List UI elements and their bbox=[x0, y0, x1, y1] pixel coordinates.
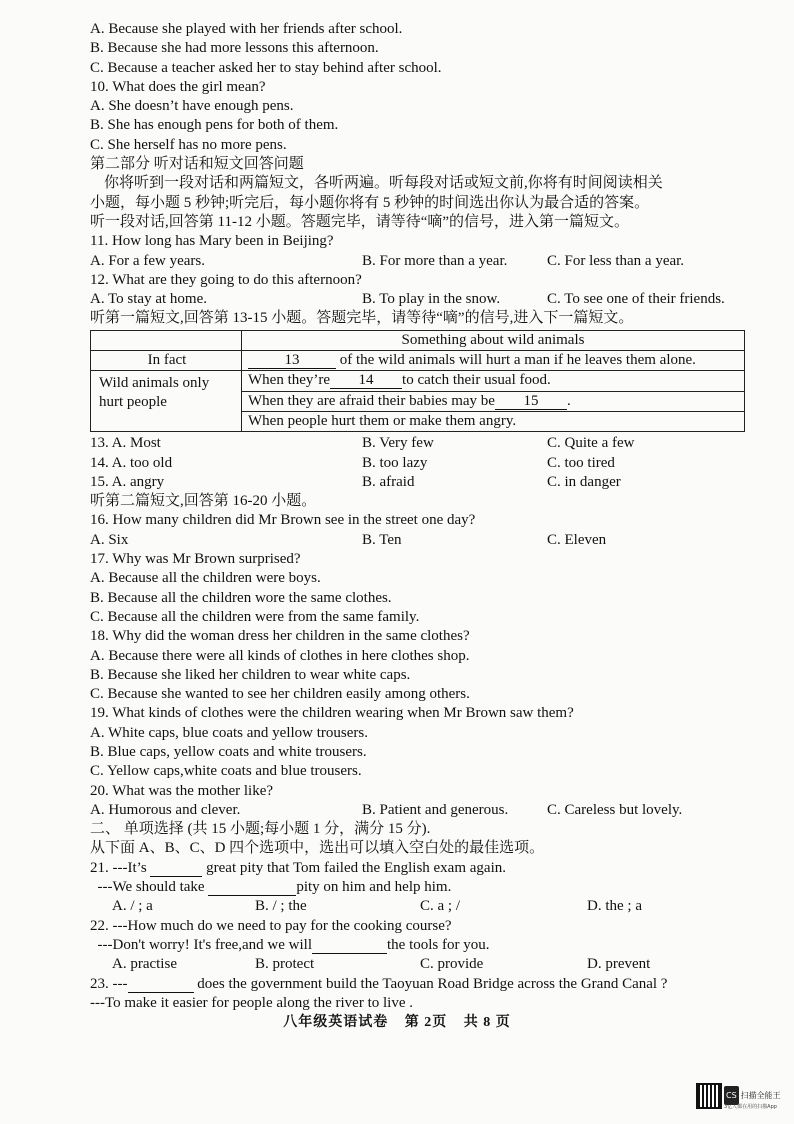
text-line: 从下面 A、B、C、D 四个选项中，选出可以填入空白处的最佳选项。 bbox=[90, 840, 545, 857]
text-line: A. Because there were all kinds of clothes in here clothes shop. bbox=[90, 647, 470, 664]
text-line: 19. What kinds of clothes were the children wearing when Mr Brown saw them? bbox=[90, 705, 574, 722]
option-a: A. To stay at home. bbox=[90, 291, 207, 308]
fill-blank-line bbox=[90, 859, 750, 878]
option-c: C. in danger bbox=[547, 473, 621, 490]
scanner-logo-icon: CS bbox=[724, 1086, 739, 1105]
question-text: the tools for you. bbox=[387, 936, 490, 953]
text-line: 12. What are they going to do this afternoon? bbox=[90, 271, 362, 288]
answer-blank bbox=[128, 977, 194, 993]
footer-total: 共 8 页 bbox=[463, 1015, 511, 1030]
option-b: B. Patient and generous. bbox=[362, 801, 509, 818]
text-line: B. Because she liked her children to wear white caps. bbox=[90, 666, 411, 683]
wild-animals-label bbox=[91, 371, 242, 432]
text-line: 17. Why was Mr Brown surprised? bbox=[90, 551, 301, 568]
table-text: to catch their usual food. bbox=[402, 372, 551, 389]
option-b: B. Ten bbox=[362, 531, 402, 548]
question-text: great pity that Tom failed the English exam again. bbox=[202, 859, 506, 876]
text-line: 听第二篇短文,回答第 16-20 小题。 bbox=[90, 493, 317, 510]
scanner-tagline: 3亿人都在用的扫描App bbox=[724, 1104, 777, 1110]
text-line: C. Because she wanted to see her children easily among others. bbox=[90, 686, 470, 703]
table-row-14 bbox=[242, 371, 745, 391]
option-c: C. too tired bbox=[547, 454, 615, 471]
text-line: 10. What does the girl mean? bbox=[90, 78, 266, 95]
option-b: B. To play in the snow. bbox=[362, 291, 501, 308]
option-b: B. afraid bbox=[362, 473, 415, 490]
question-text: 21. ---It’s bbox=[90, 859, 151, 876]
option-b: B. / ; the bbox=[255, 898, 307, 915]
text-line: B. She has enough pens for both of them. bbox=[90, 117, 339, 134]
option-row bbox=[90, 897, 750, 916]
option-d: D. prevent bbox=[587, 956, 651, 973]
text-line: 第二部分 听对话和短文回答问题 bbox=[90, 156, 304, 173]
fill-blank-line bbox=[90, 975, 750, 994]
option-row bbox=[90, 252, 750, 271]
option-b: B. Very few bbox=[362, 435, 434, 452]
questions-block-1 bbox=[90, 20, 750, 329]
text-line: 20. What was the mother like? bbox=[90, 782, 274, 799]
text-line: 16. How many children did Mr Brown see in the street one day? bbox=[90, 512, 476, 529]
blank-14: 14 bbox=[330, 373, 402, 389]
footer-page: 第 2页 bbox=[404, 1015, 448, 1030]
blank-15: 15 bbox=[495, 394, 567, 410]
option-b: B. protect bbox=[255, 956, 315, 973]
table-title: Something about wild animals bbox=[242, 330, 745, 350]
text-line: A. White caps, blue coats and yellow trousers. bbox=[90, 724, 368, 741]
table-row-13 bbox=[242, 351, 745, 371]
table-row-angry: When people hurt them or make them angry. bbox=[242, 411, 745, 431]
text-line: 11. How long has Mary been in Beijing? bbox=[90, 233, 334, 250]
option-b: B. too lazy bbox=[362, 454, 428, 471]
text-line: A. She doesn’t have enough pens. bbox=[90, 98, 294, 115]
answer-blank bbox=[208, 880, 296, 896]
blank-13: 13 bbox=[248, 353, 336, 369]
wild-animals-label-2: hurt people bbox=[99, 394, 167, 411]
option-c: C. Eleven bbox=[547, 531, 607, 548]
text-line: A. Because all the children were boys. bbox=[90, 570, 321, 587]
option-c: C. a ; / bbox=[420, 898, 460, 915]
option-a: A. Six bbox=[90, 531, 129, 548]
option-row bbox=[90, 434, 750, 453]
table-text: . bbox=[566, 392, 571, 409]
answer-blank bbox=[150, 861, 202, 877]
option-a: A. practise bbox=[112, 956, 177, 973]
exam-page bbox=[90, 20, 750, 1013]
question-text: does the government build the Taoyuan Road Bridge across the Grand Canal ? bbox=[193, 975, 668, 992]
in-fact-label: In fact bbox=[91, 351, 242, 371]
wild-animals-label-1: Wild animals only bbox=[99, 375, 210, 392]
option-row bbox=[90, 473, 750, 492]
option-row bbox=[90, 955, 750, 974]
fill-blank-line bbox=[90, 936, 750, 955]
text-line: B. Blue caps, yellow coats and white trousers. bbox=[90, 743, 367, 760]
text-line: C. She herself has no more pens. bbox=[90, 136, 287, 153]
option-a: A. Humorous and clever. bbox=[90, 801, 241, 818]
text-line: 二、 单项选择 (共 15 小题;每小题 1 分，满分 15 分). bbox=[90, 821, 431, 838]
table-text: When they are afraid their babies may be bbox=[248, 392, 495, 409]
option-row bbox=[90, 454, 750, 473]
text-line: 听一段对话,回答第 11-12 小题。答题完毕，请等待“嘀”的信号，进入第一篇短文。 bbox=[90, 213, 630, 230]
question-text: pity on him and help him. bbox=[296, 879, 452, 896]
option-row bbox=[90, 531, 750, 550]
question-text: ---Don't worry! It's free,and we will bbox=[90, 936, 312, 953]
qr-code-icon bbox=[696, 1083, 722, 1109]
option-c: C. To see one of their friends. bbox=[547, 291, 725, 308]
text-line: 小题，每小题 5 秒钟;听完后，每小题你将有 5 秒钟的时间选出你认为最合适的答案。 bbox=[90, 194, 650, 211]
option-c: C. Quite a few bbox=[547, 435, 635, 452]
answer-blank bbox=[312, 938, 387, 954]
text-line: 18. Why did the woman dress her children in the same clothes? bbox=[90, 628, 470, 645]
option-d: D. the ; a bbox=[587, 898, 642, 915]
option-a: 14. A. too old bbox=[90, 454, 173, 471]
text-line: B. Because all the children wore the same clothes. bbox=[90, 589, 392, 606]
table-text: of the wild animals will hurt a man if he leaves them alone. bbox=[339, 352, 696, 369]
text-line: C. Because all the children were from the same family. bbox=[90, 608, 420, 625]
scanner-name: 扫描全能王 bbox=[740, 1091, 781, 1100]
option-c: C. provide bbox=[420, 956, 484, 973]
question-text: 23. --- bbox=[90, 975, 128, 992]
option-a: A. For a few years. bbox=[90, 252, 205, 269]
footer-title: 八年级英语试卷 bbox=[283, 1015, 389, 1030]
text-line: C. Because a teacher asked her to stay behind after school. bbox=[90, 59, 442, 76]
option-row bbox=[90, 290, 750, 309]
option-a: 15. A. angry bbox=[90, 473, 165, 490]
text-line: 你将听到一段对话和两篇短文，各听两遍。听每段对话或短文前,你将有时间阅读相关 bbox=[104, 175, 663, 192]
fill-blank-line bbox=[90, 878, 750, 897]
text-line: C. Yellow caps,white coats and blue trousers. bbox=[90, 763, 362, 780]
option-row bbox=[90, 801, 750, 820]
option-a: A. / ; a bbox=[112, 898, 153, 915]
text-line: ---To make it easier for people along the river to live . bbox=[90, 994, 413, 1011]
text-line: 22. ---How much do we need to pay for the cooking course? bbox=[90, 917, 452, 934]
text-line: A. Because she played with her friends after school. bbox=[90, 21, 403, 37]
option-c: C. For less than a year. bbox=[547, 252, 685, 269]
table-row-15 bbox=[242, 391, 745, 411]
option-c: C. Careless but lovely. bbox=[547, 801, 683, 818]
page-footer bbox=[0, 1013, 794, 1032]
table-text: When they’re bbox=[248, 372, 331, 389]
question-text: ---We should take bbox=[90, 879, 209, 896]
option-a: 13. A. Most bbox=[90, 435, 161, 452]
wild-animals-table bbox=[90, 330, 745, 432]
text-line: 听第一篇短文,回答第 13-15 小题。答题完毕，请等待“嘀”的信号,进入下一篇短文。 bbox=[90, 310, 634, 327]
questions-block-2 bbox=[90, 434, 750, 1013]
text-line: B. Because she had more lessons this afternoon. bbox=[90, 40, 379, 57]
option-b: B. For more than a year. bbox=[362, 252, 508, 269]
